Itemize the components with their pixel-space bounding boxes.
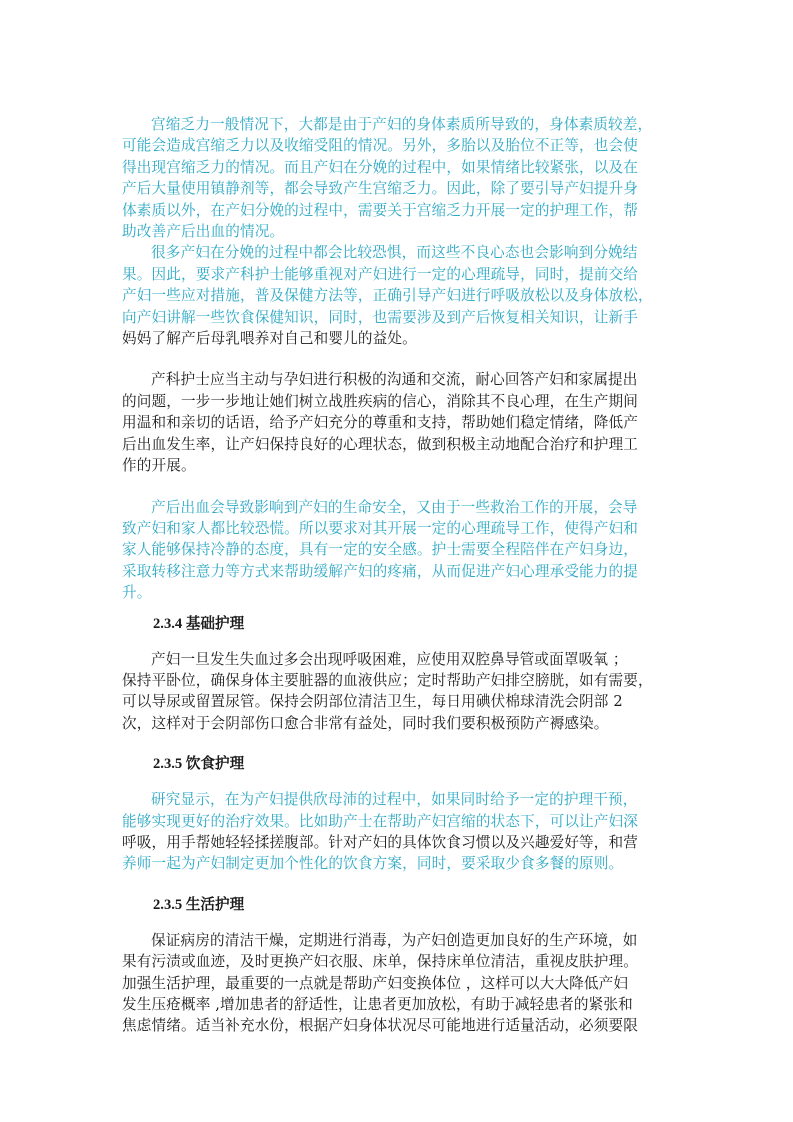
text-line: 产后出血会导致影响到产妇的生命安全，又由于一些救治工作的开展，会导 — [151, 498, 638, 516]
text-line: 作的开展。 — [122, 457, 196, 475]
spacer — [122, 477, 688, 497]
section-heading-basic-care: 2.3.4 基础护理 — [153, 615, 245, 632]
text-line: 后出血发生率，让产妇保持良好的心理状态，做到积极主动地配合治疗和护理工 — [122, 435, 639, 453]
text-line: 产妇一些应对措施，普及保健方法等，正确引导产妇进行呼吸放松以及身体放松， — [122, 287, 653, 305]
paragraph-postpartum-hemorrhage — [122, 497, 688, 604]
text-line: 呼吸，用手帮她轻轻揉搓腹部。针对产妇的具体饮食习惯以及兴趣爱好等，和营 — [122, 833, 639, 851]
paragraph-communication — [122, 369, 688, 476]
text-line: 助改善产后出血的情况。 — [122, 223, 285, 241]
spacer — [122, 635, 688, 649]
text-line: 升。 — [122, 584, 152, 602]
text-line: 向产妇讲解一些饮食保健知识，同时，也需要涉及到产后恢复相关知识，让新手 — [122, 308, 639, 326]
text-line: 用温和和亲切的话语，给予产妇充分的尊重和支持，帮助她们稳定情绪，降低产 — [122, 414, 639, 432]
text-line: 能够实现更好的治疗效果。比如助产士在帮助产妇宫缩的状态下，可以让产妇深 — [122, 812, 639, 830]
text-line: 次，这样对于会阴部伤口愈合非常有益处，同时我们要积极预防产褥感染。 — [122, 714, 609, 732]
text-line: 的问题，一步一步地让她们树立战胜疾病的信心，消除其不良心理，在生产期间 — [122, 392, 639, 410]
text-line: 加强生活护理，最重要的一点就是帮助产妇变换体位 ，这样可以大大降低产妇 — [122, 974, 629, 992]
text-line: 得出现宫缩乏力的情况。而且产妇在分娩的过程中，如果情绪比较紧张，以及在 — [122, 158, 639, 176]
text-line: 很多产妇在分娩的过程中都会比较恐惧，而这些不良心态也会影响到分娩结 — [151, 244, 638, 262]
text-line: 产妇一旦发生失血过多会出现呼吸困难，应使用双腔鼻导管或面罩吸氧 ； — [151, 650, 628, 668]
text-line: 养师一起为产妇制定更加个性化的饮食方案，同时，要采取少食多餐的原则。 — [122, 855, 624, 873]
text-line: 保持平卧位，确保身体主要脏器的血液供应；定时帮助产妇排空膀胱，如有需要， — [122, 671, 653, 689]
paragraph-living-care — [122, 930, 688, 1037]
text-line: 可以导尿或留置尿管。保持会阴部位清洁卫生，每日用碘伏棉球清洗会阴部 2 — [122, 693, 623, 711]
text-line: 体素质以外，在产妇分娩的过程中，需要关于宫缩乏力开展一定的护理工作，帮 — [122, 201, 639, 219]
section-heading-living-care: 2.3.5 生活护理 — [153, 896, 245, 913]
text-line: 产后大量使用镇静剂等，都会导致产生宫缩乏力。因此，除了要引导产妇提升身 — [122, 180, 639, 198]
text-line: 可能会造成宫缩乏力以及收缩受阻的情况。另外，多胎以及胎位不正等，也会使 — [122, 137, 639, 155]
text-line: 家人能够保持冷静的态度，具有一定的安全感。护士需要全程陪伴在产妇身边， — [122, 541, 639, 559]
text-line: 采取转移注意力等方式来帮助缓解产妇的疼痛，从而促进产妇心理承受能力的提 — [122, 562, 639, 580]
text-line: 研究显示，在为产妇提供欣母沛的过程中，如果同时给予一定的护理干预， — [151, 791, 638, 809]
paragraph-psychological-guidance — [122, 242, 688, 349]
section-heading-diet-care: 2.3.5 饮食护理 — [153, 756, 245, 773]
spacer — [122, 875, 688, 895]
text-line: 宫缩乏力一般情况下，大都是由于产妇的身体素质所导致的，身体素质较差， — [151, 116, 653, 133]
paragraph-uterine-atony — [122, 114, 688, 242]
paragraph-basic-care — [122, 649, 688, 735]
text-line: 焦虑情绪。适当补充水份，根据产妇身体状况尽可能地进行适量活动，必须要限 — [122, 1017, 639, 1035]
text-line: 致产妇和家人都比较恐慌。所以要求对其开展一定的心理疏导工作，使得产妇和 — [122, 519, 639, 537]
text-line: 产科护士应当主动与孕妇进行积极的沟通和交流，耐心回答产妇和家属提出 — [151, 371, 638, 389]
spacer — [122, 604, 688, 614]
spacer — [122, 349, 688, 369]
spacer — [122, 916, 688, 930]
document-body — [122, 114, 688, 1037]
text-line: 果有污渍或血迹，及时更换产妇衣服、床单，保持床单位清洁，重视皮肤护理。 — [122, 953, 639, 971]
spacer — [122, 775, 688, 789]
text-line: 果。因此，要求产科护士能够重视对产妇进行一定的心理疏导，同时，提前交给 — [122, 265, 639, 283]
paragraph-diet-care — [122, 789, 688, 875]
text-line: 妈妈了解产后母乳喂养对自己和婴儿的益处。 — [122, 330, 417, 348]
spacer — [122, 734, 688, 754]
text-line: 发生压疮概率 ,增加患者的舒适性，让患者更加放松，有助于减轻患者的紧张和 — [122, 996, 633, 1013]
text-line: 保证病房的清洁干燥，定期进行消毒，为产妇创造更加良好的生产环境，如 — [151, 931, 638, 949]
